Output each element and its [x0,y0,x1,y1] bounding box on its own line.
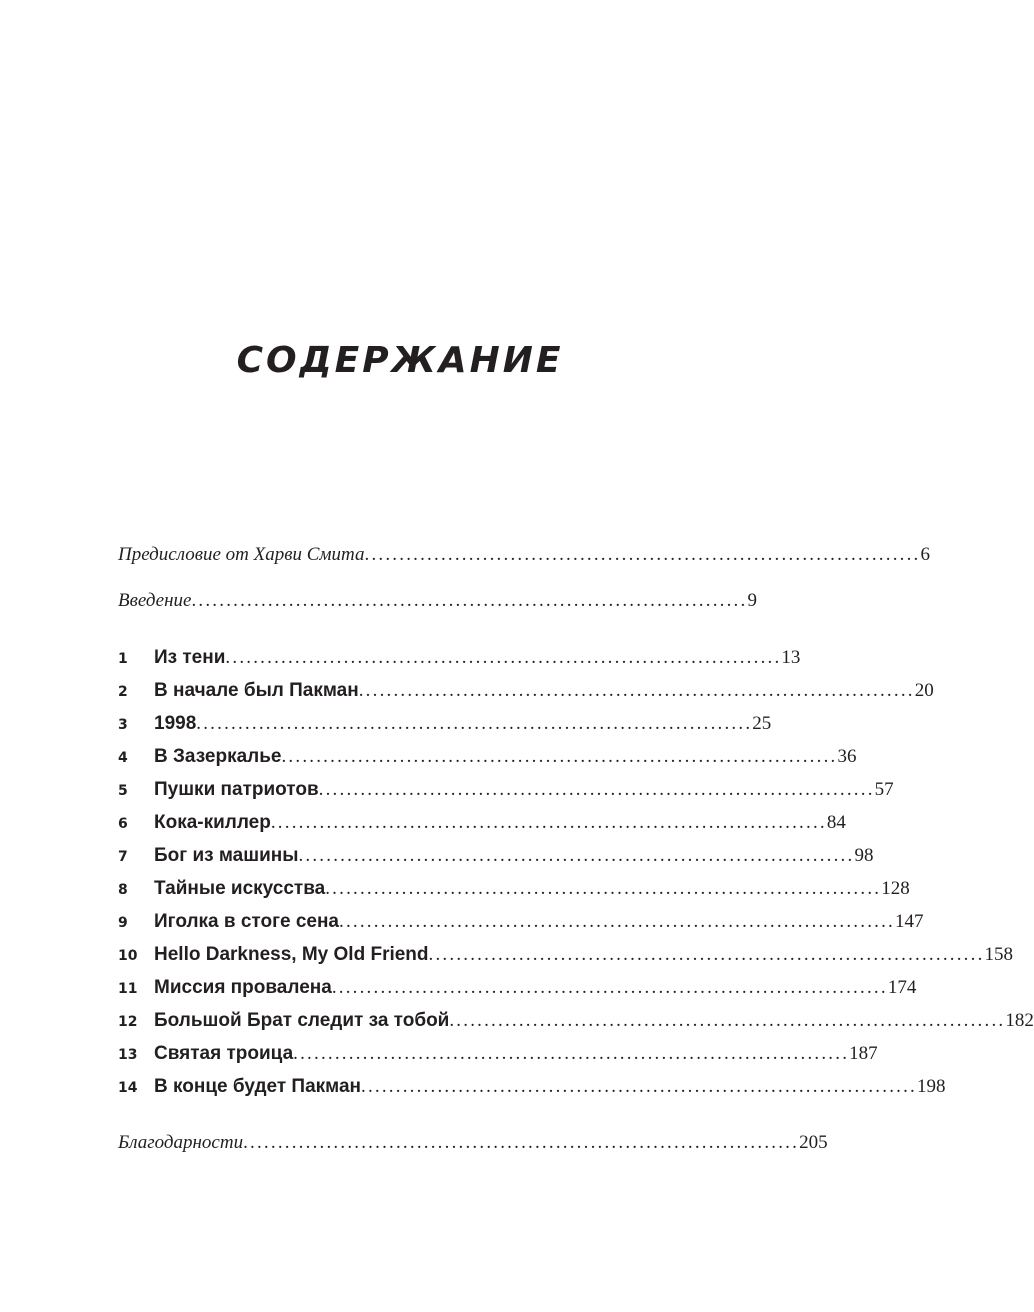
toc-entry-chapter-5[interactable] [118,779,894,801]
toc-entry-page: 98 [854,845,874,866]
toc-entry-title: В начале был Пакман [154,680,359,701]
dot-leader: ................................................................................ [196,713,753,734]
dot-leader: ................................................................................ [325,878,882,899]
toc-entry-title: Благодарности [118,1132,244,1153]
toc-entry-chapter-8[interactable] [118,878,910,900]
dot-leader: ................................................................................ [361,1076,917,1097]
toc-entry-title: Предисловие от Харви Смита [118,544,365,565]
toc-entry-title: В конце будет Пакман [154,1076,361,1097]
chapter-number: 5 [118,783,128,799]
dot-leader: ................................................................................ [281,746,838,767]
dot-leader: ................................................................................ [364,544,921,565]
toc-entry-chapter-3[interactable] [118,713,772,735]
toc-entry-chapter-14[interactable] [118,1076,946,1098]
toc-entry-title: Тайные искусства [154,878,326,899]
dot-leader: ................................................................................ [428,944,985,965]
toc-entry-title: Бог из машины [154,845,299,866]
dot-leader: ................................................................................ [339,911,895,932]
toc-entry-foreword[interactable] [118,544,930,566]
toc-entry-page: 9 [747,590,757,611]
toc-entry-page: 187 [849,1043,878,1064]
toc-entry-page: 147 [895,911,924,932]
chapter-number: 2 [118,684,128,700]
dot-leader: ................................................................................ [191,590,748,611]
chapter-number: 14 [118,1080,138,1096]
toc-entry-title: Из тени [154,647,226,668]
toc-entry-page: 198 [917,1076,946,1097]
toc-entry-title: 1998 [154,713,197,734]
toc-entry-chapter-10[interactable] [118,944,1014,966]
chapter-number: 8 [118,882,128,898]
toc-entry-title: Кока-киллер [154,812,271,833]
toc-entry-title: Hello Darkness, My Old Friend [154,944,429,965]
toc-entry-chapter-13[interactable] [118,1043,878,1065]
chapter-number: 12 [118,1014,138,1030]
toc-entry-page: 25 [752,713,772,734]
chapter-number: 7 [118,849,128,865]
chapter-number: 1 [118,651,128,667]
toc-entry-chapter-6[interactable] [118,812,846,834]
toc-entry-page: 84 [826,812,846,833]
page-title: СОДЕРЖАНИЕ [236,340,564,381]
toc-entry-page: 158 [984,944,1014,965]
toc-entry-title: Введение [118,590,192,611]
toc-entry-page: 57 [874,779,894,800]
toc-entry-chapter-1[interactable] [118,647,801,669]
toc-entry-title: Иголка в стоге сена [154,911,339,932]
toc-entry-introduction[interactable] [118,590,757,612]
dot-leader: ................................................................................ [298,845,855,866]
toc-entry-page: 20 [914,680,934,701]
toc-entry-page: 36 [837,746,857,767]
chapter-number: 10 [118,948,138,964]
toc-entry-page: 174 [887,977,917,998]
chapter-number: 13 [118,1047,138,1063]
dot-leader: ................................................................................ [225,647,782,668]
dot-leader: ................................................................................ [331,977,888,998]
toc-entry-page: 6 [920,544,930,565]
chapter-number: 11 [118,981,138,997]
toc-entry-chapter-12[interactable] [118,1010,1034,1032]
chapter-number: 4 [118,750,128,766]
toc-entry-title: Миссия провалена [154,977,332,998]
toc-entry-chapter-9[interactable] [118,911,924,933]
chapter-number: 9 [118,915,128,931]
dot-leader: ................................................................................ [243,1132,800,1153]
dot-leader: ................................................................................ [449,1010,1006,1031]
dot-leader: ................................................................................ [318,779,875,800]
toc-entry-title: Большой Брат следит за тобой [154,1010,450,1031]
dot-leader: ................................................................................ [293,1043,850,1064]
toc-entry-chapter-2[interactable] [118,680,934,702]
toc-entry-chapter-4[interactable] [118,746,857,768]
toc-entry-page: 128 [881,878,910,899]
toc-entry-page: 205 [799,1132,828,1153]
dot-leader: ................................................................................ [358,680,915,701]
chapter-number: 3 [118,717,128,733]
chapter-number: 6 [118,816,128,832]
toc-entry-title: Пушки патриотов [154,779,319,800]
dot-leader: ................................................................................ [270,812,827,833]
toc-entry-chapter-7[interactable] [118,845,874,867]
toc-entry-acknowledgements[interactable] [118,1132,828,1154]
toc-entry-title: В Зазеркалье [154,746,282,767]
toc-entry-page: 13 [781,647,801,668]
toc-entry-page: 182 [1005,1010,1034,1031]
toc-entry-title: Святая троица [154,1043,294,1064]
toc-entry-chapter-11[interactable] [118,977,917,999]
